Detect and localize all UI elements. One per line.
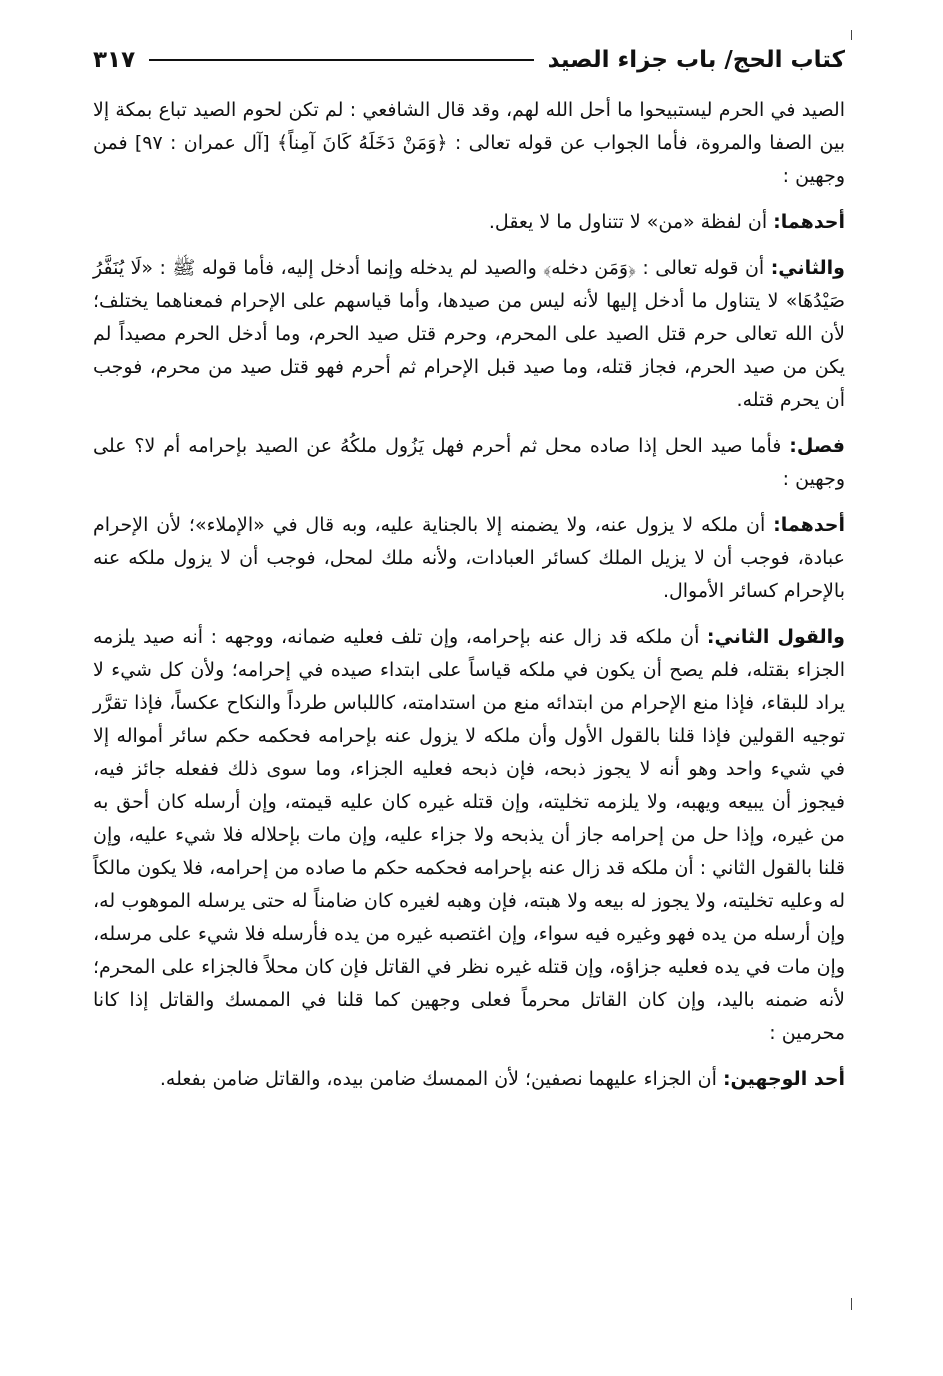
paragraph [93,206,845,239]
paragraph [93,252,845,417]
paragraph-text: فأما صيد الحل إذا صاده محل ثم أحرم فهل يَزُول ملكُهُ عن الصيد بإحرامه أم لا؟ على وجهين : [93,435,845,490]
paragraph-text: الصيد في الحرم ليستبيحوا ما أحل الله لهم، وقد قال الشافعي : لم تكن لحوم الصيد تباع بمكة إلا بين الصفا والمروة، فأما الجواب عن قوله تعالى : ﴿وَمَنْ دَخَلَهُ كَانَ آمِناً﴾ [آل عمران : ٩٧] فمن وجهين : [93,99,845,187]
paragraph-text: أن ملكه لا يزول عنه، ولا يضمنه إلا بالجناية عليه، وبه قال في «الإملاء»؛ لأن الإحرام عبادة، فوجب أن لا يزيل الملك كسائر العبادات، ولأنه ملك لمحل، فوجب أن لا يزول ملكه عنه بالإحرام كسائر الأموال. [93,514,845,602]
paragraph [93,621,845,1050]
margin-mark-bottom [851,1298,852,1310]
paragraph-text: أن ملكه قد زال عنه بإحرامه، وإن تلف فعليه ضمانه، ووجهه : أنه صيد يلزمه الجزاء بقتله، فلم يصح أن يكون في ملكه قياساً على ابتداء صيده في إحرامه؛ ولأن كل شيء لا يراد للبقاء، فإذا منع الإحرام من ابتدائه منع من استدامته، كاللباس طرداً والنكاح عكساً، فإذا تقرَّر توجيه القولين فإذا قلنا بالقول الأول وأن ملكه لا يزول عنه بإحرامه فحكمه حكم سائر أمواله إلا في شيء واحد وهو أنه لا يجوز ذبحه، فإن ذبحه فعليه الجزاء، وما سوى ذلك ففعله جائز فيه، فيجوز أن يبيعه ويهبه، ولا يلزمه تخليته، وإن قتله غيره كان عليه قيمته، وإن أرسله كان أحق به من غيره، وإذا حل من إحرامه جاز أن يذبحه ولا جزاء عليه، وإن مات بإحلاله فلا شيء عليه، وإن قلنا بالقول الثاني : أن ملكه قد زال عنه بإحرامه فحكمه حكم ما صاده من إحرامه، فلا يكون مالكاً له وعليه تخليته، ولا يجوز له بيعه ولا هبته، فإن وهبه لغيره كان ضامناً له حتى يرسله الموهوب له، وإن أرسله من يده فهو وغيره فيه سواء، وإن اغتصبه غيره من يده فأرسله فلا شيء على مرسله، وإن مات في يده فعليه جزاؤه، وإن قتله غيره نظر في القاتل فإن كان محلاً فالجزاء على المحرم؛ لأنه ضمنه باليد، وإن كان القاتل محرماً فعلى وجهين كما قلنا في الممسك والقاتل إذا كانا محرمين : [93,626,845,1044]
paragraph-lead: والقول الثاني: [706,626,845,648]
page-header [93,40,845,80]
paragraph-lead: أحدهما: [773,514,845,536]
paragraph [93,430,845,496]
paragraph [93,509,845,608]
paragraph-lead: فصل: [789,435,845,457]
margin-mark-top [851,30,852,40]
paragraph-text: أن الجزاء عليهما نصفين؛ لأن الممسك ضامن بيده، والقاتل ضامن بفعله. [159,1068,723,1090]
page-number: ٣١٧ [93,47,136,73]
running-title: كتاب الحج/ باب جزاء الصيد [547,47,845,73]
paragraph-text: أن لفظة «من» لا تتناول ما لا يعقل. [488,211,774,233]
paragraph-lead: أحدهما: [773,211,845,233]
body-text [93,94,845,1096]
paragraph-lead: والثاني: [770,257,845,279]
paragraph [93,94,845,193]
paragraph-lead: أحد الوجهين: [722,1068,845,1090]
paragraph-text: أن قوله تعالى : ﴿وَمَن دخله﴾ والصيد لم يدخله وإنما أدخل إليه، فأما قوله ﷺ : «لَا يُنَفَّرُ صَيْدُهَا» لا يتناول ما أدخل إليها لأنه ليس من صيدها، وأما قياسهم على الإحرام فمعناهما يختلف؛ لأن الله تعالى حرم قتل الصيد على المحرم، وحرم قتل صيد الحرم، وما أدخل الحرم مصيداً لم يكن من صيد الحرم، فجاز قتله، وما صيد قبل الإحرام ثم أحرم فهو قتل صيد من محرم، فوجب أن يحرم قتله. [93,257,845,411]
book-page [93,40,845,1109]
paragraph [93,1063,845,1096]
header-rule [149,59,533,61]
